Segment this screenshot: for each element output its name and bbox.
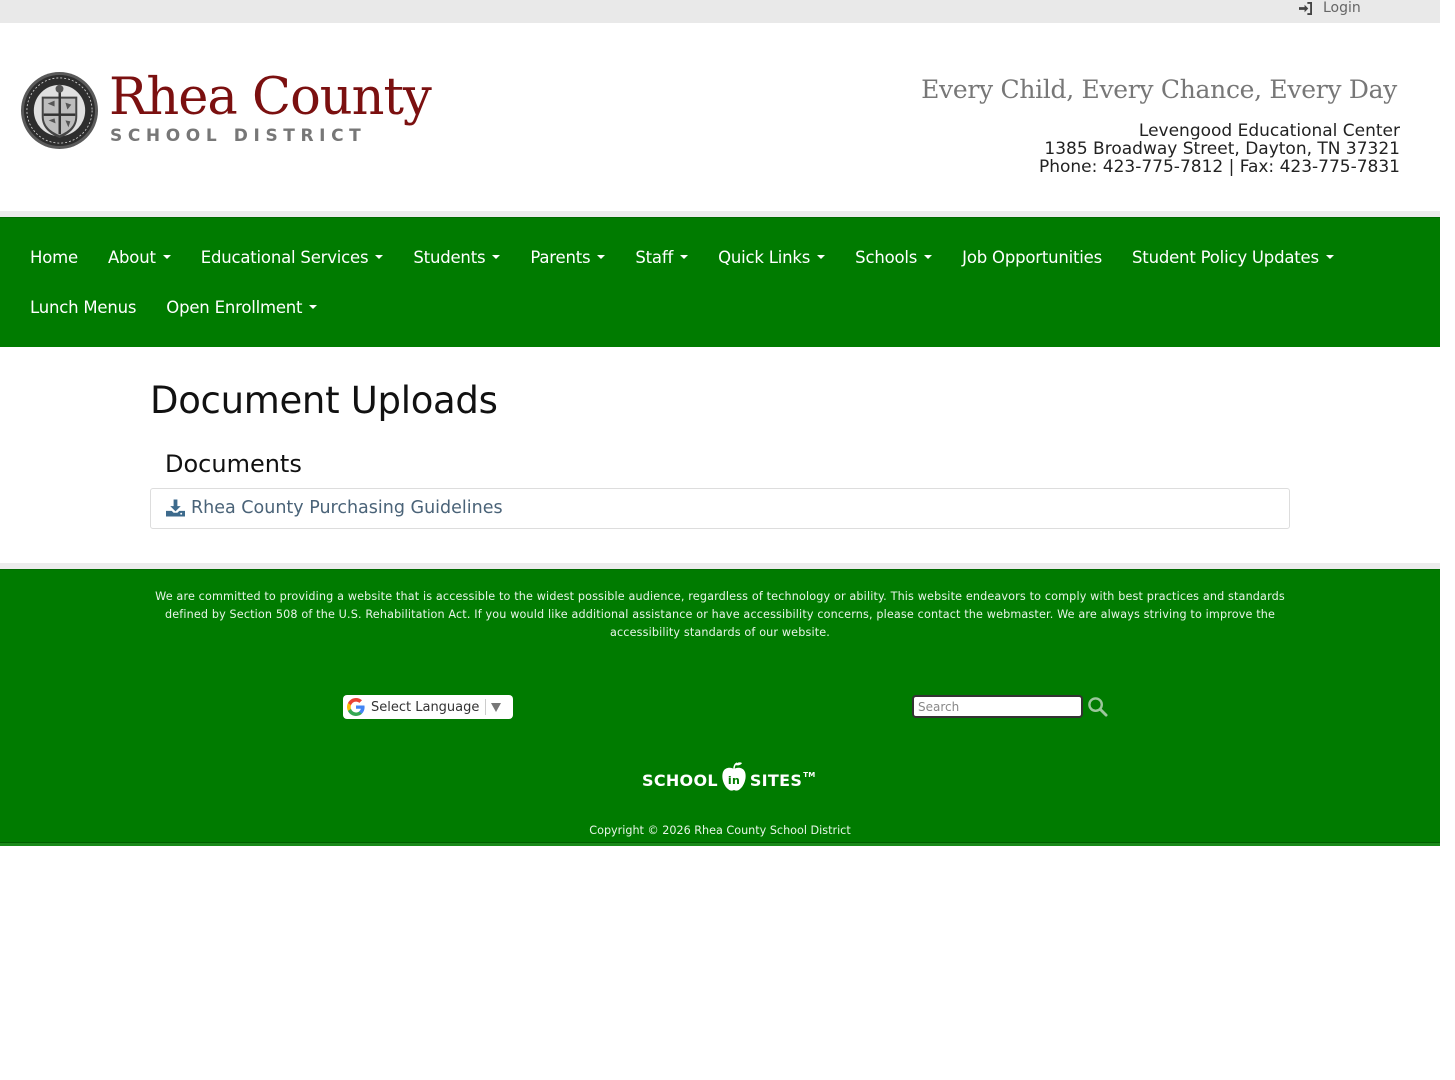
- trademark: TM: [803, 771, 816, 779]
- sign-in-icon: [1298, 2, 1313, 15]
- nav-label: Quick Links: [718, 247, 811, 267]
- district-seal-logo[interactable]: [20, 71, 99, 150]
- login-link[interactable]: [1298, 0, 1361, 16]
- nav-label: Home: [30, 247, 78, 267]
- nav-label: Parents: [530, 247, 591, 267]
- main-navigation: [0, 217, 1440, 347]
- google-icon: [347, 698, 365, 716]
- nav-item-job-opportunities[interactable]: [947, 232, 1117, 282]
- nav-item-lunch-menus[interactable]: [15, 282, 151, 332]
- caret-down-icon: [163, 255, 171, 259]
- svg-text:in: in: [727, 774, 740, 787]
- brand-title[interactable]: Rhea County: [109, 68, 431, 127]
- search-input[interactable]: [912, 695, 1083, 718]
- nav-label: About: [107, 247, 156, 267]
- download-icon: [166, 499, 185, 517]
- nav-label: Educational Services: [200, 247, 369, 267]
- separator: [485, 699, 486, 715]
- nav-label: Staff: [635, 247, 674, 267]
- caret-down-icon: [1326, 255, 1334, 259]
- document-link[interactable]: [166, 498, 503, 518]
- nav-label: Job Opportunities: [962, 247, 1103, 267]
- dropdown-arrow-icon: [491, 703, 501, 712]
- address-line-1: Levengood Educational Center: [1138, 121, 1400, 141]
- nav-label: Schools: [855, 247, 918, 267]
- footer-bottom-border: [0, 842, 1440, 846]
- nav-item-students[interactable]: [398, 232, 515, 282]
- caret-down-icon: [817, 255, 825, 259]
- caret-down-icon: [597, 255, 605, 259]
- document-list: [150, 488, 1290, 529]
- language-select[interactable]: [343, 695, 513, 719]
- nav-item-schools[interactable]: [840, 232, 947, 282]
- document-label: Rhea County Purchasing Guidelines: [191, 498, 503, 518]
- caret-down-icon: [924, 255, 932, 259]
- apple-icon: [720, 761, 748, 793]
- section-title-documents: Documents: [165, 450, 302, 478]
- caret-down-icon: [492, 255, 500, 259]
- nav-item-parents[interactable]: [515, 232, 620, 282]
- nav-item-about[interactable]: [93, 232, 186, 282]
- nav-item-student-policy-updates[interactable]: [1117, 232, 1349, 282]
- caret-down-icon: [680, 255, 688, 259]
- login-label: Login: [1323, 0, 1361, 16]
- search-icon[interactable]: [1087, 696, 1108, 717]
- language-select-label: Select Language: [371, 699, 480, 715]
- nav-item-staff[interactable]: [620, 232, 703, 282]
- copyright: Copyright © 2026 Rhea County School District: [589, 824, 851, 837]
- main-content: [0, 347, 1440, 563]
- nav-label: Open Enrollment: [166, 297, 303, 317]
- address-line-2: 1385 Broadway Street, Dayton, TN 37321: [1044, 139, 1400, 159]
- caret-down-icon: [309, 305, 317, 309]
- nav-label: Student Policy Updates: [1132, 247, 1319, 267]
- contact-address: [1039, 122, 1400, 176]
- page-title: Document Uploads: [150, 379, 498, 422]
- caret-down-icon: [375, 255, 383, 259]
- schoolinsites-logo[interactable]: [642, 764, 816, 796]
- nav-item-educational-services[interactable]: [186, 232, 399, 282]
- nav-label: Lunch Menus: [30, 297, 137, 317]
- brand-subtitle: SCHOOL DISTRICT: [110, 126, 367, 146]
- tagline: Every Child, Every Chance, Every Day: [921, 75, 1397, 104]
- accessibility-statement: We are committed to providing a website that is accessible to the widest possible audience, regardless of technology or ability. This website endeavors to comply with best practices and standards defined by Section 508 of the U.S. Rehabilitation Act. If you would like additional assistance or have accessibility concerns, please contact the webmaster. We are always striving to improve the accessibility standards of our website.: [155, 590, 1285, 639]
- nav-item-quick-links[interactable]: [703, 232, 840, 282]
- site-footer: [0, 569, 1440, 846]
- nav-item-home[interactable]: [15, 232, 93, 282]
- logo-text-school: SCHOOL: [642, 770, 718, 790]
- nav-label: Students: [413, 247, 486, 267]
- site-header: [0, 23, 1440, 211]
- address-line-3: Phone: 423-775-7812 | Fax: 423-775-7831: [1038, 157, 1400, 177]
- logo-text-sites: SITES: [749, 770, 803, 790]
- top-bar: [0, 0, 1440, 23]
- nav-item-open-enrollment[interactable]: [151, 282, 332, 332]
